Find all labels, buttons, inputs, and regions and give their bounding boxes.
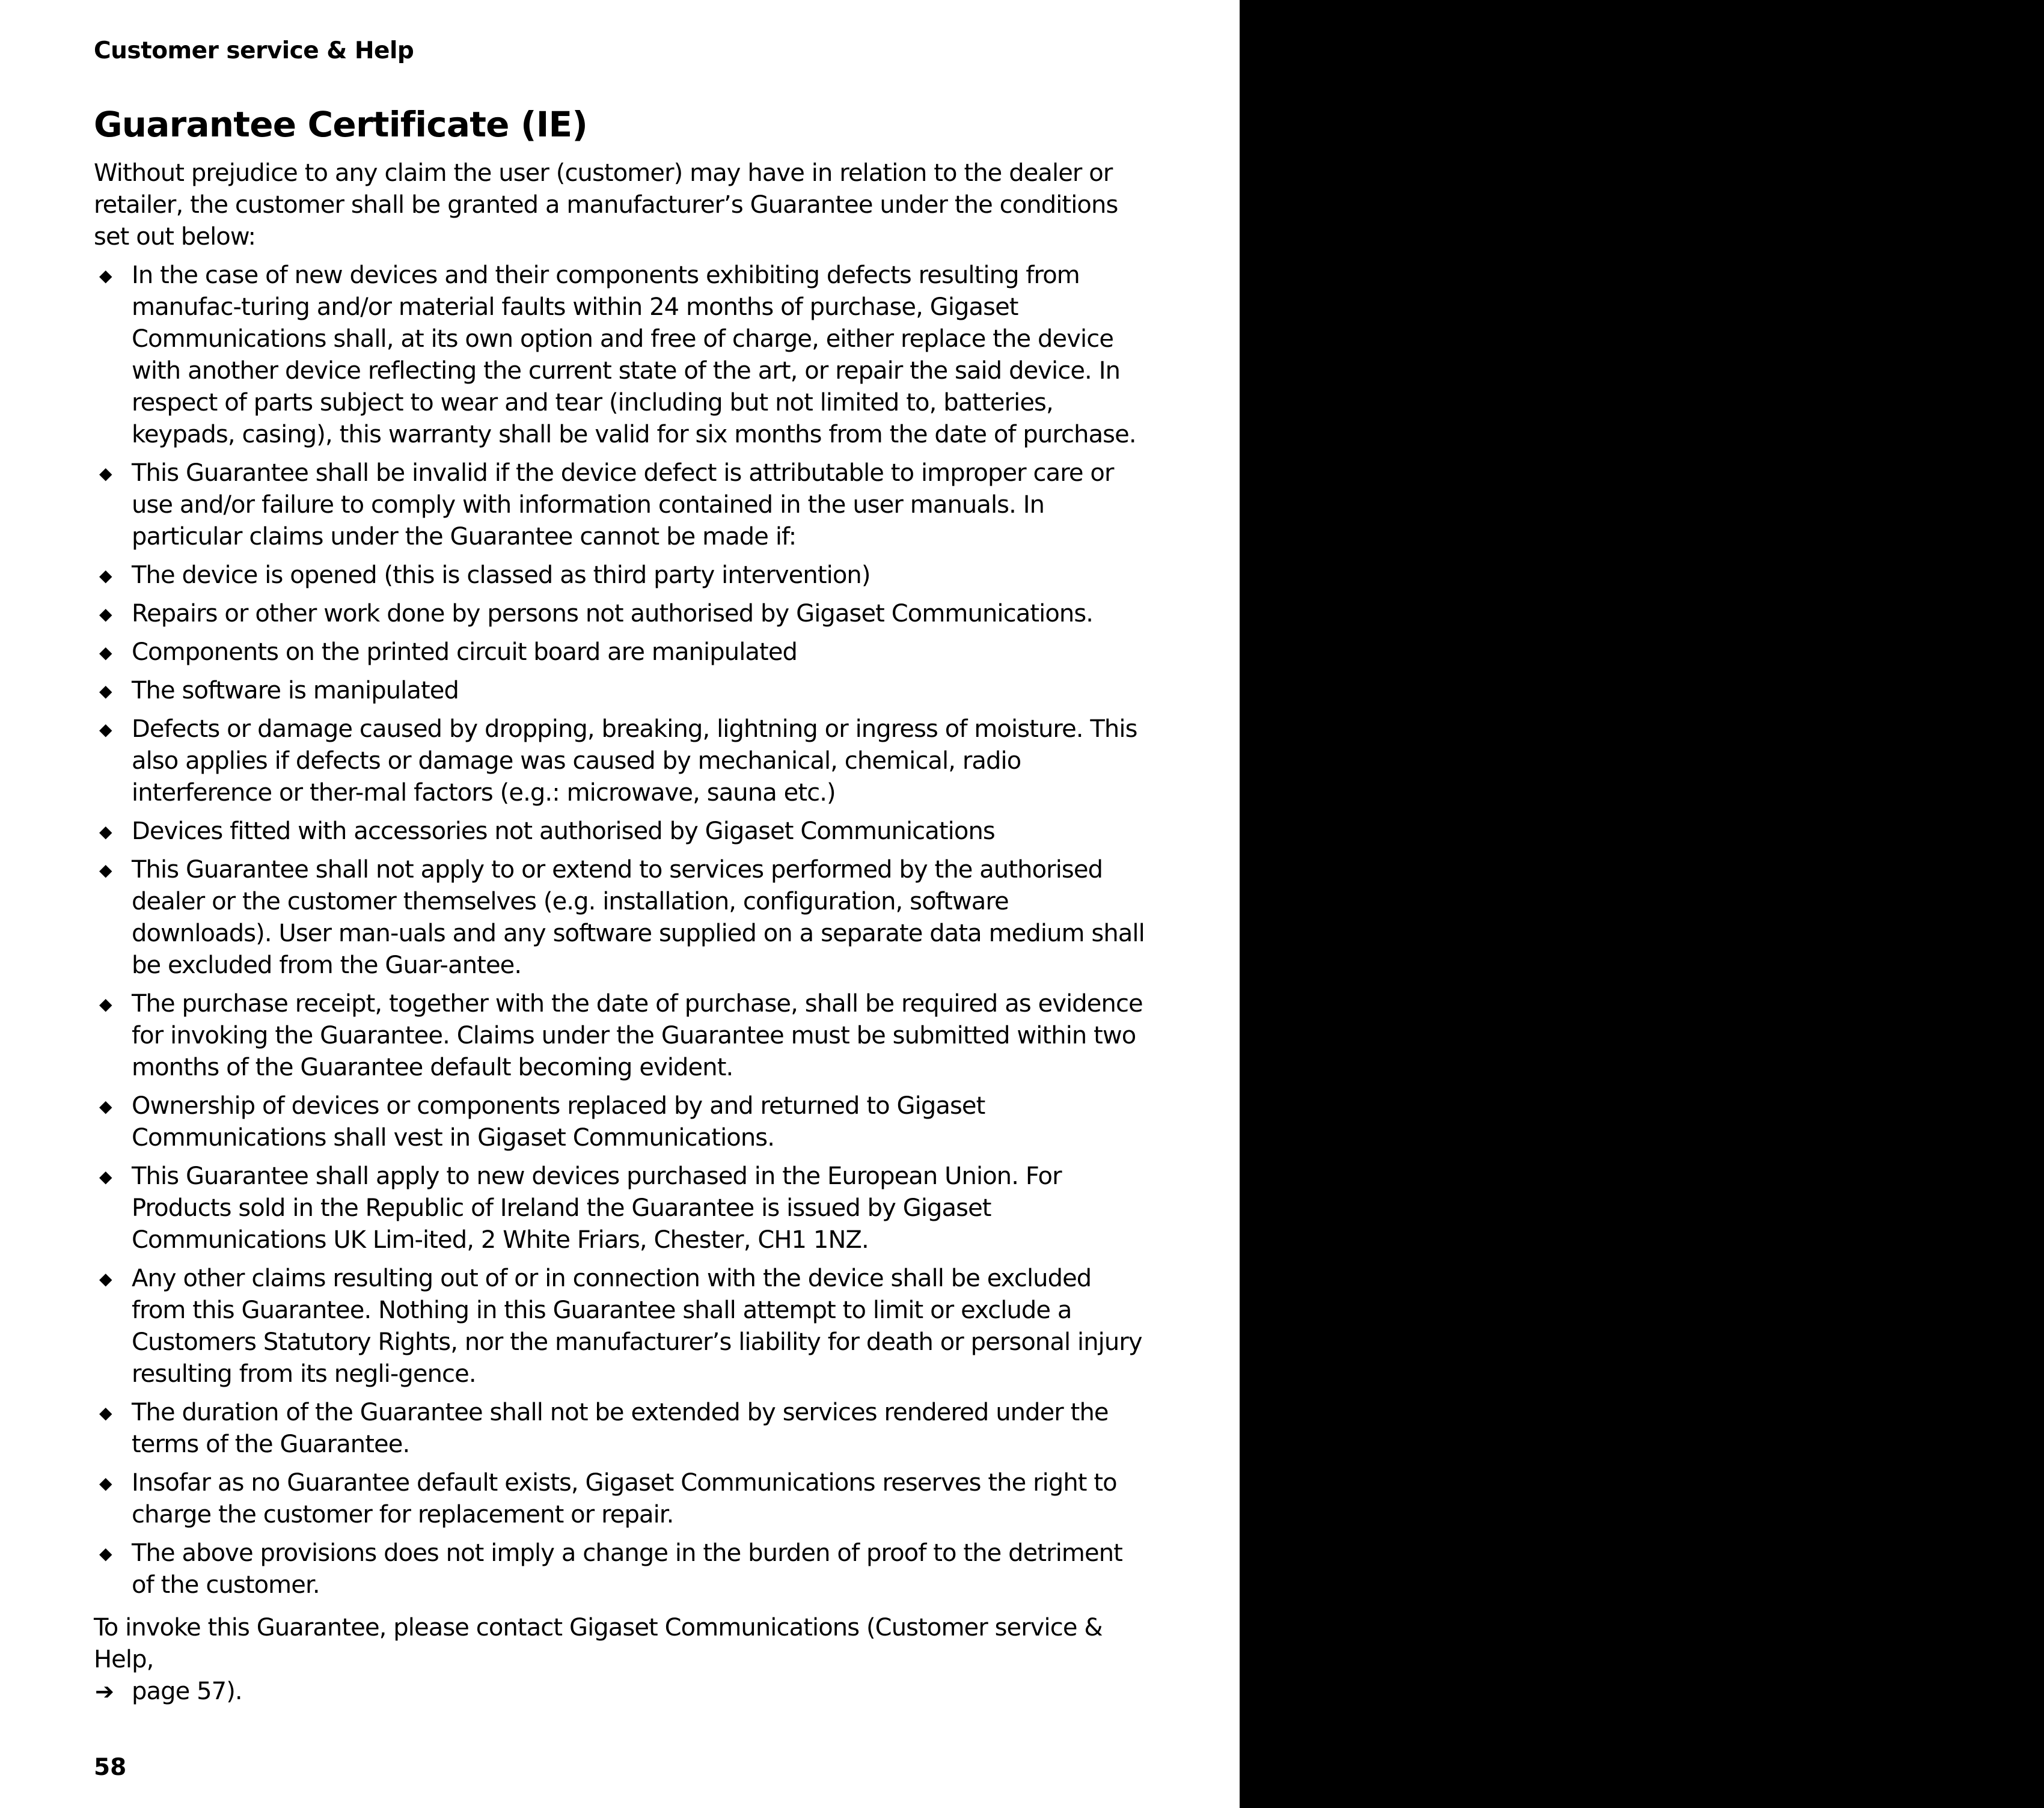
list-item [94, 1263, 1149, 1390]
list-item-text: Defects or damage caused by dropping, breaking, lightning or ingress of moisture. This also applies if defects or damage was caused by mechanical, chemical, radio interference or ther-mal factors (e.g.: microwave, sauna etc.) [132, 715, 1137, 807]
outro-paragraph [94, 1612, 1149, 1708]
list-item-text: Insofar as no Guarantee default exists, Gigaset Communications reserves the right to charge the customer for replacement or repair. [132, 1469, 1117, 1529]
list-item-text: The device is opened (this is classed as third party intervention) [132, 561, 871, 589]
page-title: Guarantee Certificate (IE) [94, 104, 588, 145]
list-item-text: Repairs or other work done by persons not authorised by Gigaset Communications. [132, 600, 1094, 628]
arrow-right-icon: ➔ [95, 1678, 114, 1705]
list-item [94, 816, 1149, 848]
outro-text: To invoke this Guarantee, please contact Gigaset Communications (Customer service & Help, [94, 1614, 1103, 1673]
list-item [94, 1397, 1149, 1461]
page-reference [94, 1676, 1149, 1708]
page-body [94, 157, 1149, 1708]
list-item-text: This Guarantee shall apply to new devices purchased in the European Union. For Products sold in the Republic of Ireland the Guarantee is issued by Gigaset Communications UK Lim-ited, 2 White Friars, Chester, CH1 1NZ. [132, 1162, 1062, 1254]
list-item-text: In the case of new devices and their components exhibiting defects resulting from manufac-turing and/or material faults within 24 months of purchase, Gigaset Communications shall, at its own option and free of charge, either replace the device with another device reflecting the current state of the art, or repair the said device. In respect of parts subject to wear and tear (including but not limited to, batteries, keypads, casing), this warranty shall be valid for six months from the date of purchase. [132, 261, 1136, 448]
diamond-bullet-icon: ◆ [99, 822, 112, 841]
diamond-bullet-icon: ◆ [99, 643, 112, 662]
diamond-bullet-icon: ◆ [99, 1473, 112, 1493]
list-item-text: The duration of the Guarantee shall not be extended by services rendered under the terms of the Guarantee. [132, 1399, 1109, 1458]
list-item [94, 1467, 1149, 1531]
list-item [94, 1538, 1149, 1601]
diamond-bullet-icon: ◆ [99, 1544, 112, 1563]
diamond-bullet-icon: ◆ [99, 604, 112, 624]
list-item-text: Components on the printed circuit board are manipulated [132, 638, 798, 666]
diamond-bullet-icon: ◆ [99, 1403, 112, 1423]
list-item [94, 713, 1149, 809]
dark-margin-area [1240, 0, 2044, 1808]
diamond-bullet-icon: ◆ [99, 994, 112, 1014]
diamond-bullet-icon: ◆ [99, 266, 112, 286]
page-number: 58 [94, 1754, 127, 1781]
diamond-bullet-icon: ◆ [99, 1096, 112, 1116]
list-item [94, 854, 1149, 982]
list-item [94, 637, 1149, 668]
list-item-text: This Guarantee shall be invalid if the device defect is attributable to improper care or use and/or failure to comply with information contained in the user manuals. In particular claims under the Guarantee cannot be made if: [132, 459, 1114, 551]
list-item [94, 260, 1149, 451]
guarantee-conditions-list [94, 260, 1149, 1601]
list-item [94, 598, 1149, 630]
diamond-bullet-icon: ◆ [99, 860, 112, 880]
diamond-bullet-icon: ◆ [99, 1167, 112, 1186]
list-item [94, 1161, 1149, 1256]
diamond-bullet-icon: ◆ [99, 681, 112, 701]
diamond-bullet-icon: ◆ [99, 719, 112, 739]
list-item-text: The above provisions does not imply a change in the burden of proof to the detriment of the customer. [132, 1539, 1122, 1599]
list-item-text: The software is manipulated [132, 677, 459, 704]
running-header: Customer service & Help [94, 37, 414, 64]
diamond-bullet-icon: ◆ [99, 463, 112, 483]
list-item-text: The purchase receipt, together with the date of purchase, shall be required as evidence for invoking the Guarantee. Claims under the Guarantee must be submitted within two months of the Guarantee default becoming evident. [132, 990, 1143, 1081]
list-item-text: This Guarantee shall not apply to or extend to services performed by the authorised dealer or the customer themselves (e.g. installation, configuration, software downloads). User man-uals and any software supplied on a separate data medium shall be excluded from the Guar-antee. [132, 856, 1145, 979]
list-item [94, 988, 1149, 1084]
list-item-text: Ownership of devices or components replaced by and returned to Gigaset Communications shall vest in Gigaset Communications. [132, 1092, 985, 1152]
list-item-text: Any other claims resulting out of or in connection with the device shall be excluded from this Guarantee. Nothing in this Guarantee shall attempt to limit or exclude a Customers Statutory Rights, nor the manufacturer’s liability for death or personal injury resulting from its negli-gence. [132, 1265, 1142, 1388]
list-item [94, 560, 1149, 591]
list-item [94, 1090, 1149, 1154]
list-item [94, 675, 1149, 707]
list-item [94, 457, 1149, 553]
diamond-bullet-icon: ◆ [99, 566, 112, 585]
page-reference-link[interactable]: page 57). [132, 1678, 242, 1705]
intro-paragraph: Without prejudice to any claim the user (customer) may have in relation to the dealer or retailer, the customer shall be granted a manufacturer’s Guarantee under the conditions set out below: [94, 159, 1118, 251]
diamond-bullet-icon: ◆ [99, 1269, 112, 1289]
list-item-text: Devices fitted with accessories not authorised by Gigaset Communications [132, 817, 995, 845]
